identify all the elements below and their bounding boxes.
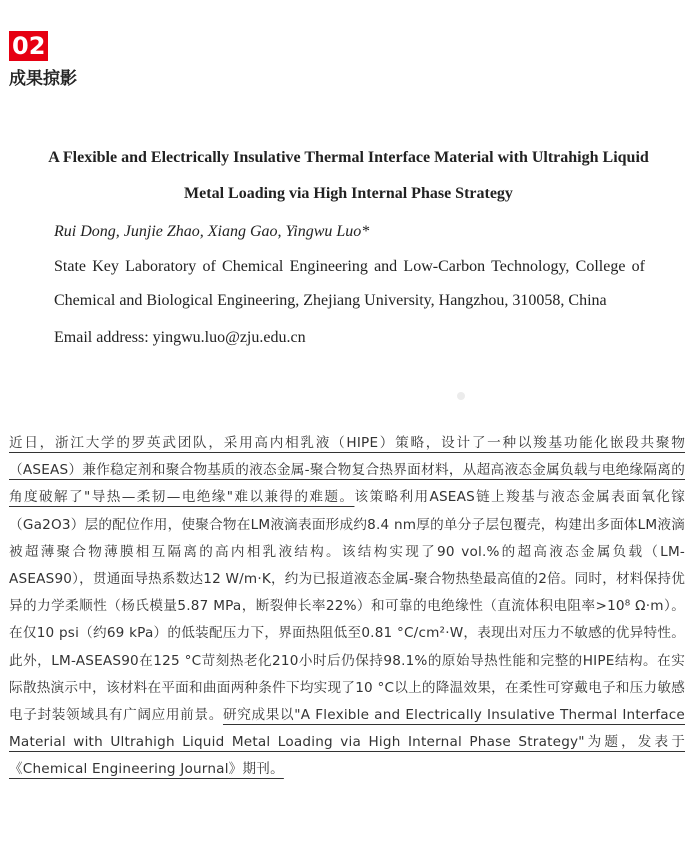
paper-title: A Flexible and Electrically Insulative Thermal Interface Material with Ultrahigh Liquid Metal Loading via High Internal Phase Strategy	[48, 149, 649, 202]
paper-header-image	[0, 140, 697, 352]
decorative-dot	[457, 392, 465, 400]
section-title: 成果掠影	[9, 69, 77, 89]
summary-paragraph	[9, 430, 685, 784]
paper-email: Email address: yingwu.luo@zju.edu.cn	[54, 329, 306, 346]
section-number-badge: 02	[9, 31, 48, 61]
summary-intro: 近日，浙江大学的罗英武团队，采用高内相乳液（HIPE）策略，设计了一种以羧基功能化嵌段共聚物（ASEAS）兼作稳定剂和聚合物基质的液态金属-聚合物复合热界面材料，从超高液态金属负载与电绝缘隔离的角度破解了"导热—柔韧—电绝缘"难以兼得的难题。	[9, 435, 685, 506]
summary-body: 该策略利用ASEAS链上羧基与液态金属表面氧化镓（Ga2O3）层的配位作用，使聚合物在LM液滴表面形成约8.4 nm厚的单分子层包覆壳，构建出多面体LM液滴被超薄聚合物薄膜相互隔离的高内相乳液结构。该结构实现了90 vol.%的超高液态金属负载（LM-ASEAS90），贯通面导热系数达12 W/m·K，约为已报道液态金属-聚合物热垫最高值的2倍。同时，材料保持优异的力学柔顺性（杨氏模量5.87 MPa，断裂伸长率22%）和可靠的电绝缘性（直流体积电阻率>10⁸ Ω·m）。在仅10 psi（约69 kPa）的低装配压力下，界面热阻低至0.81 °C/cm²·W，表现出对压力不敏感的优异特性。此外，LM-ASEAS90在125 °C苛刻热老化210小时后仍保持98.1%的原始导热性能和完整的HIPE结构。在实际散热演示中，该材料在平面和曲面两种条件下均实现了10 °C以上的降温效果，在柔性可穿戴电子和压力敏感电子封装领域具有广阔应用前景。	[9, 489, 685, 724]
paper-authors: Rui Dong, Junjie Zhao, Xiang Gao, Yingwu Luo*	[54, 223, 370, 240]
paper-affiliation: State Key Laboratory of Chemical Engineering and Low-Carbon Technology, College of Chemical and Biological Engineering, Zhejiang University, Hangzhou, 310058, China	[54, 258, 645, 309]
summary-publication: 研究成果以"A Flexible and Electrically Insulative Thermal Interface Material with Ultrahigh Liquid Metal Loading via High Internal Phase Strategy"为题，发表于《Chemical Engineering Journal》期刊。	[9, 707, 685, 778]
